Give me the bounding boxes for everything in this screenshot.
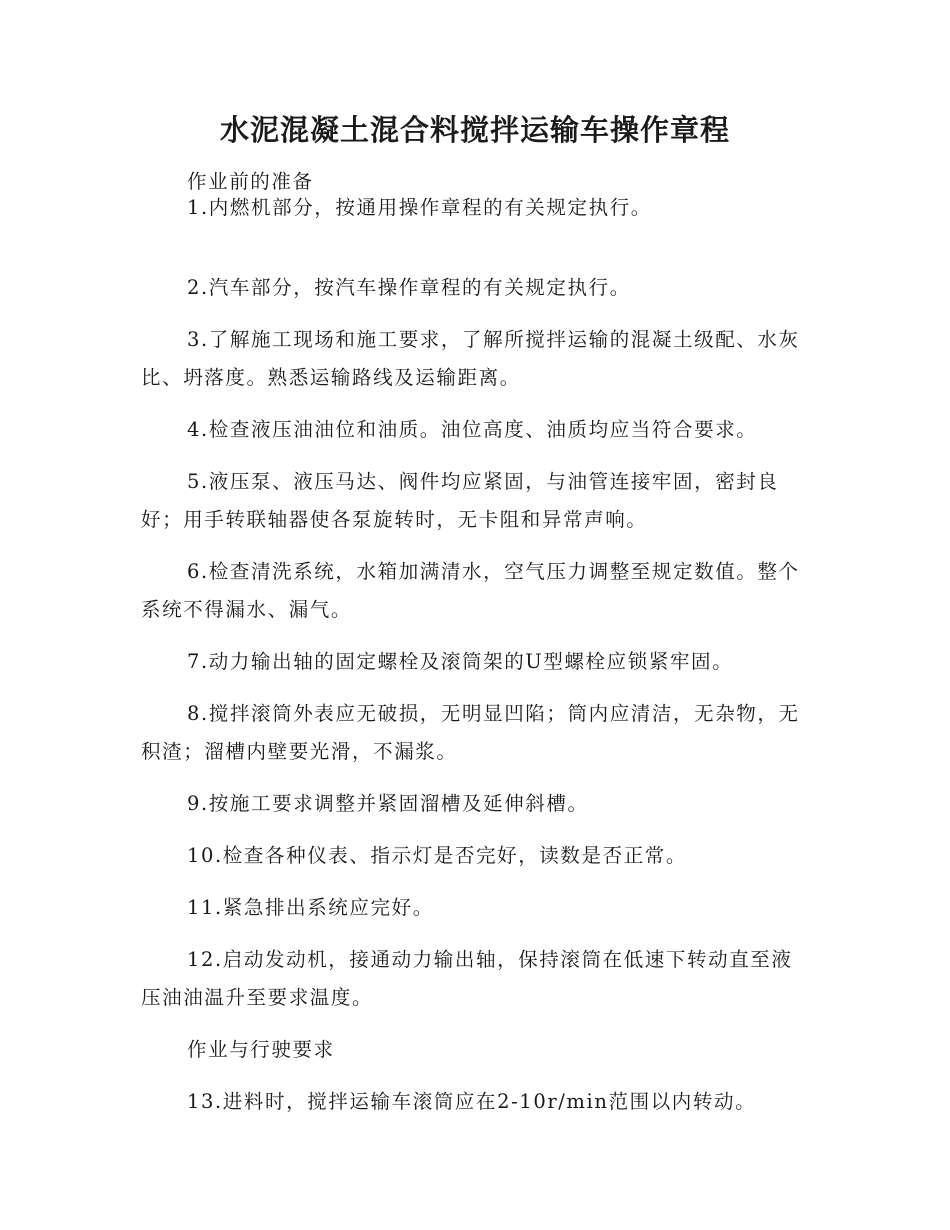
paragraph: 3.了解施工现场和施工要求，了解所搅拌运输的混凝土级配、水灰比、坍落度。熟悉运输路线及运输距离。 xyxy=(141,328,800,389)
paragraph: 7.动力输出轴的固定螺栓及滚筒架的U型螺栓应锁紧牢固。 xyxy=(187,650,734,673)
paragraph: 2.汽车部分，按汽车操作章程的有关规定执行。 xyxy=(187,276,631,299)
paragraph: 10.检查各种仪表、指示灯是否完好，读数是否正常。 xyxy=(187,844,688,867)
paragraph: 13.进料时，搅拌运输车滚筒应在2-10r/min范围以内转动。 xyxy=(187,1090,757,1113)
paragraph: 1.内燃机部分，按通用操作章程的有关规定执行。 xyxy=(187,196,652,219)
paragraph: 11.紧急排出系统应完好。 xyxy=(187,896,434,919)
paragraph: 6.检查清洗系统，水箱加满清水，空气压力调整至规定数值。整个系统不得漏水、漏气。 xyxy=(141,560,800,621)
document-title: 水泥混凝土混合料搅拌运输车操作章程 xyxy=(219,113,730,147)
paragraph: 12.启动发动机，接通动力输出轴，保持滚筒在低速下转动直至液压油油温升至要求温度。 xyxy=(141,948,793,1009)
paragraph: 8.搅拌滚筒外表应无破损，无明显凹陷；筒内应清洁，无杂物，无积渣；溜槽内壁要光滑，不漏浆。 xyxy=(141,702,800,763)
paragraph: 4.检查液压油油位和油质。油位高度、油质均应当符合要求。 xyxy=(187,418,758,441)
paragraph: 9.按施工要求调整并紧固溜槽及延伸斜槽。 xyxy=(187,792,589,815)
section-heading: 作业前的准备 xyxy=(187,170,314,193)
paragraph: 5.液压泵、液压马达、阀件均应紧固，与油管连接牢固，密封良好；用手转联轴器使各泵旋转时，无卡阻和异常声响。 xyxy=(141,470,779,531)
section-heading: 作业与行驶要求 xyxy=(187,1038,335,1061)
